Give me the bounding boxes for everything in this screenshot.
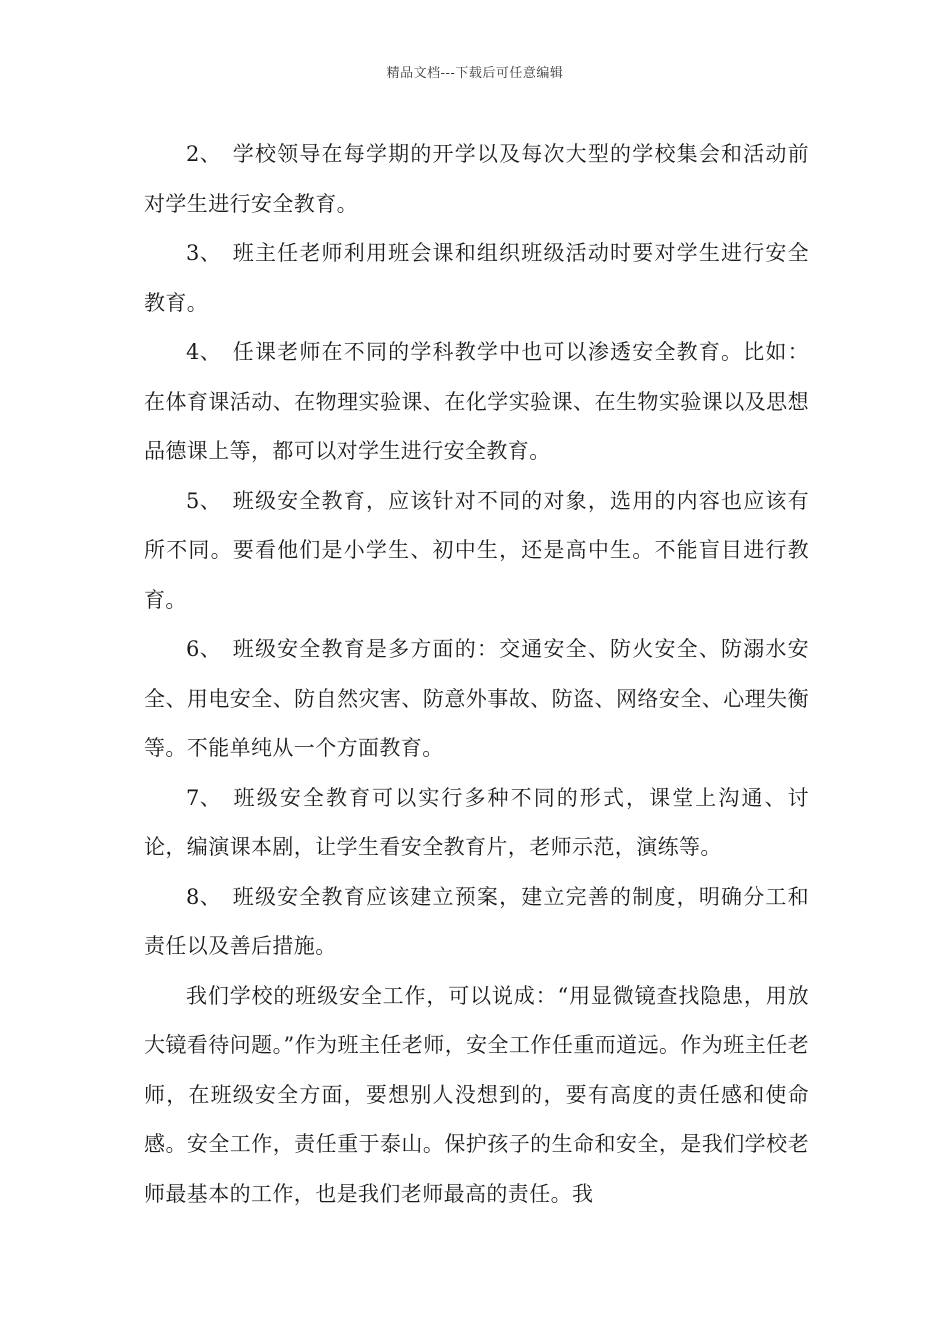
- list-item: [144, 477, 809, 626]
- item-number: 3、: [186, 241, 222, 265]
- item-text: 班级安全教育可以实行多种不同的形式，课堂上沟通、讨论，编演课本剧，让学生看安全教育片，老师示范，演练等。: [144, 785, 809, 859]
- list-item: [144, 873, 809, 972]
- item-text: 班级安全教育应该建立预案，建立完善的制度，明确分工和责任以及善后措施。: [144, 884, 809, 958]
- list-item: [144, 625, 809, 774]
- closing-paragraph: 我们学校的班级安全工作，可以说成：“用显微镜查找隐患，用放大镜看待问题。”作为班主任老师，安全工作任重而道远。作为班主任老师，在班级安全方面，要想别人没想到的，要有高度的责任感和使命感。安全工作，责任重于泰山。保护孩子的生命和安全，是我们学校老师最基本的工作，也是我们老师最高的责任。我: [144, 983, 809, 1206]
- item-text: 班主任老师利用班会课和组织班级活动时要对学生进行安全教育。: [144, 241, 809, 315]
- page-header: 精品文档---下载后可任意编辑: [386, 66, 564, 81]
- item-number: 8、: [186, 884, 222, 909]
- item-number: 2、: [186, 142, 222, 166]
- item-number: 7、: [186, 785, 222, 810]
- document-body: [144, 130, 809, 1219]
- item-text: 班级安全教育，应该针对不同的对象，选用的内容也应该有所不同。要看他们是小学生、初中生，还是高中生。不能盲目进行教育。: [144, 488, 809, 612]
- item-text: 学校领导在每学期的开学以及每次大型的学校集会和活动前对学生进行安全教育。: [144, 142, 809, 216]
- list-item: [144, 130, 809, 229]
- item-number: 6、: [186, 637, 222, 661]
- list-item: [144, 774, 809, 873]
- item-number: 4、: [186, 340, 222, 364]
- item-number: 5、: [186, 488, 222, 513]
- list-item: [144, 229, 809, 328]
- list-item: [144, 328, 809, 477]
- item-text: 任课老师在不同的学科教学中也可以渗透安全教育。比如：在体育课活动、在物理实验课、在化学实验课、在生物实验课以及思想品德课上等，都可以对学生进行安全教育。: [144, 340, 809, 463]
- item-text: 班级安全教育是多方面的：交通安全、防火安全、防溺水安全、用电安全、防自然灾害、防意外事故、防盗、网络安全、心理失衡等。不能单纯从一个方面教育。: [144, 637, 809, 760]
